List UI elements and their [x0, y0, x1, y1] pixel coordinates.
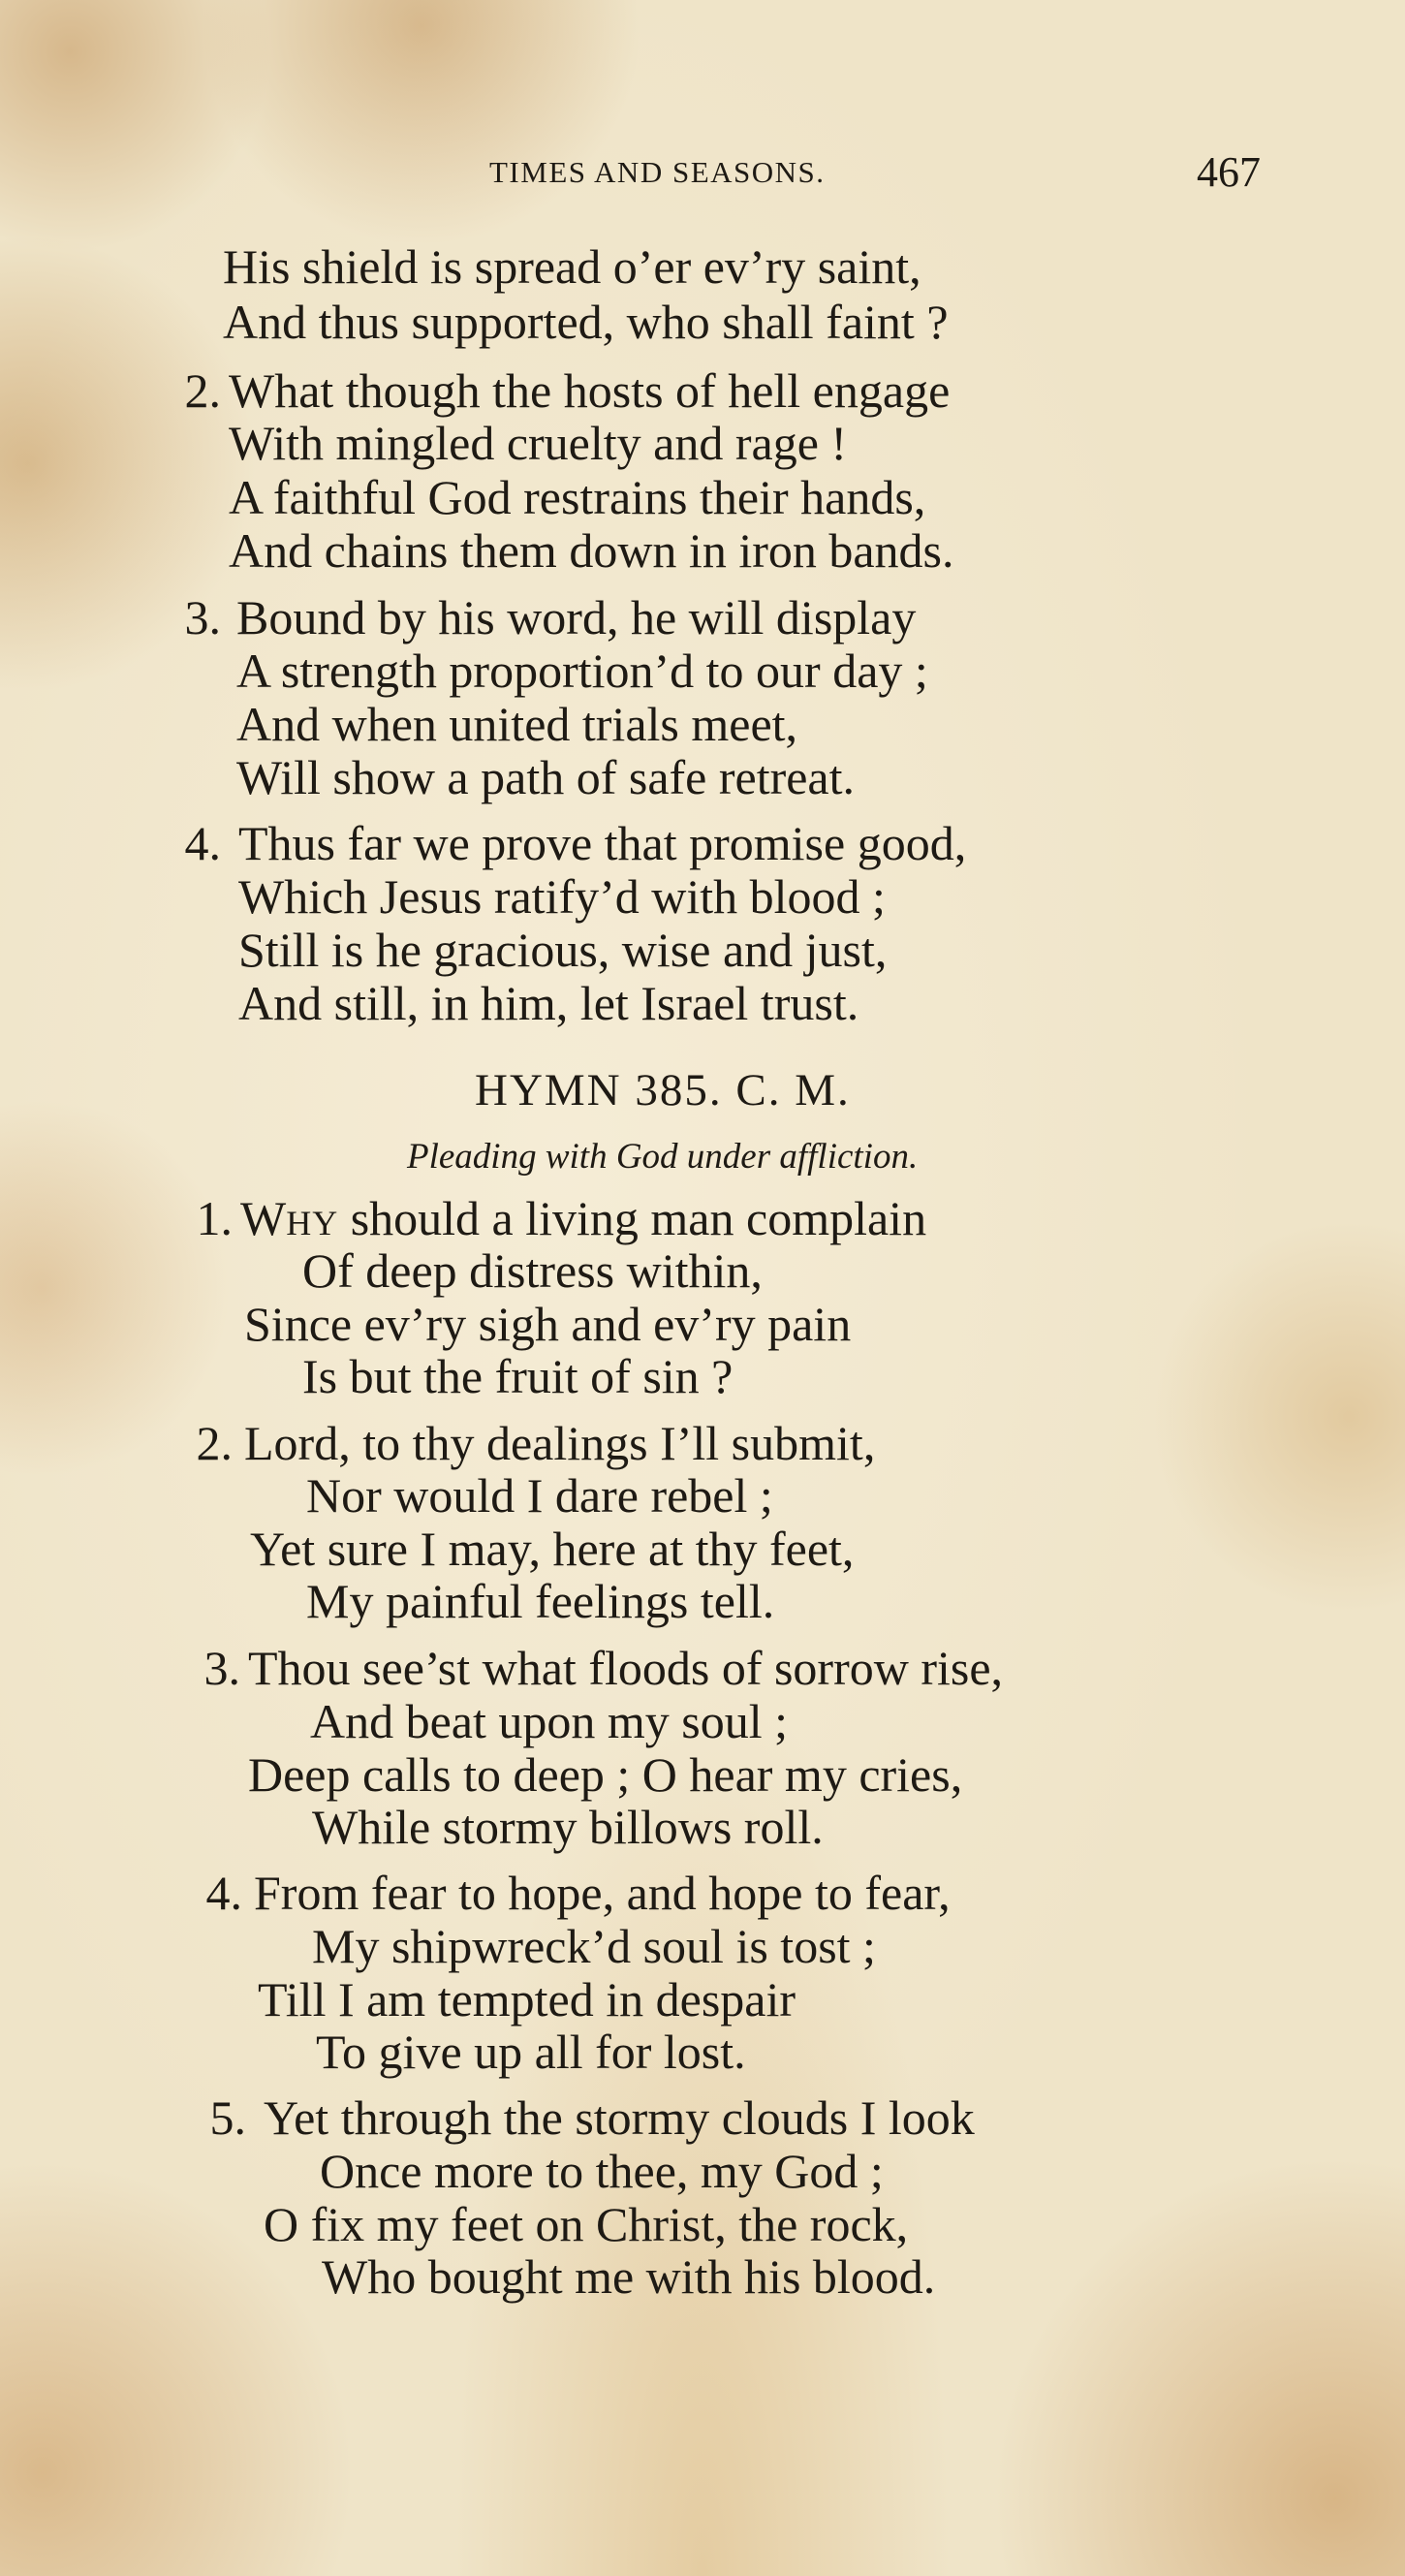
page-number: 467: [1197, 148, 1261, 196]
drop-initial: W: [240, 1191, 287, 1245]
verse-line: And still, in him, let Israel trust.: [238, 976, 859, 1030]
small-caps-word: HY: [286, 1204, 339, 1242]
verse-number: 4.: [184, 816, 221, 870]
verse-number: 5.: [209, 2090, 246, 2145]
running-head: [0, 148, 1405, 202]
verse-number: 2.: [184, 363, 221, 418]
verse-number: 3.: [184, 590, 221, 644]
verse-line: A strength proportion’d to our day ;: [236, 644, 928, 698]
verse-line: My shipwreck’d soul is tost ;: [312, 1919, 876, 1973]
verse-line-rest: should a living man complain: [338, 1191, 927, 1245]
verse-line: His shield is spread o’er ev’ry saint,: [223, 239, 921, 294]
verse-line: Once more to thee, my God ;: [320, 2144, 884, 2198]
verse-line: From fear to hope, and hope to fear,: [254, 1866, 951, 1920]
verse-number: 4.: [205, 1866, 242, 1920]
verse-line: Thou see’st what floods of sorrow rise,: [248, 1641, 1004, 1695]
verse-line: Deep calls to deep ; O hear my cries,: [248, 1747, 963, 1802]
verse-line: Since ev’ry sigh and ev’ry pain: [244, 1297, 852, 1351]
hymn-title: HYMN 385. C. M.: [475, 1065, 851, 1115]
verse-number: 1.: [196, 1191, 233, 1245]
verse-line: O fix my feet on Christ, the rock,: [264, 2197, 909, 2251]
verse-line: And beat upon my soul ;: [310, 1694, 789, 1748]
verse-line: Till I am tempted in despair: [258, 1972, 796, 2026]
verse-number: 2.: [196, 1416, 233, 1470]
verse-line: [240, 1191, 927, 1245]
verse-line: Yet through the stormy clouds I look: [264, 2090, 975, 2145]
verse-line: Still is he gracious, wise and just,: [238, 923, 888, 977]
verse-line: Who bought me with his blood.: [322, 2249, 936, 2304]
verse-line: Which Jesus ratify’d with blood ;: [238, 869, 886, 924]
verse-line: To give up all for lost.: [316, 2025, 746, 2079]
verse-line: And when united trials meet,: [236, 697, 798, 751]
verse-line: Bound by his word, he will display: [236, 590, 917, 644]
verse-line: Will show a path of safe retreat.: [236, 750, 856, 804]
verse-line: And chains them down in iron bands.: [229, 523, 954, 578]
hymn-subtitle: Pleading with God under affliction.: [407, 1137, 919, 1177]
verse-line: What though the hosts of hell engage: [229, 363, 951, 418]
verse-line: With mingled cruelty and rage !: [229, 416, 848, 470]
verse-line: While stormy billows roll.: [312, 1800, 824, 1854]
verse-line: Of deep distress within,: [302, 1243, 763, 1298]
verse-line: Yet sure I may, here at thy feet,: [250, 1522, 855, 1576]
verse-line: My painful feelings tell.: [306, 1574, 775, 1628]
verse-line: Lord, to thy dealings I’ll submit,: [244, 1416, 876, 1470]
verse-line: And thus supported, who shall faint ?: [223, 295, 949, 349]
verse-number: 3.: [203, 1641, 240, 1695]
verse-line: Is but the fruit of sin ?: [302, 1349, 734, 1403]
verse-line: A faithful God restrains their hands,: [229, 470, 926, 524]
verse-line: Nor would I dare rebel ;: [306, 1468, 773, 1523]
running-title: TIMES AND SEASONS.: [489, 155, 826, 189]
verse-line: Thus far we prove that promise good,: [238, 816, 967, 870]
